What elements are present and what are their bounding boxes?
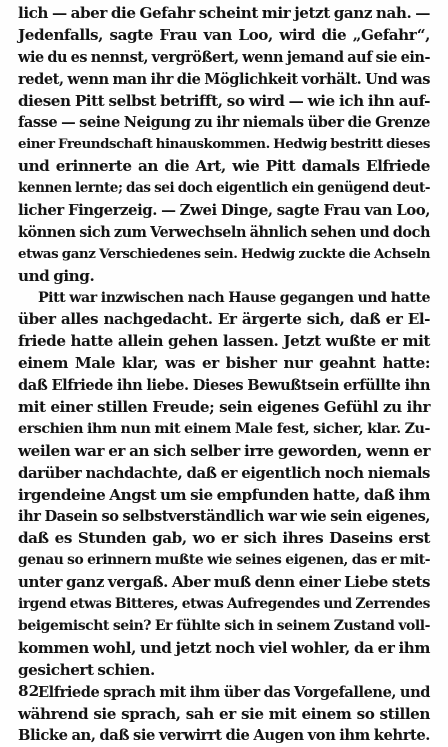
text-line: erschien ihm nun mit einem Male fest, sicher, klar. Zu- [18, 420, 430, 437]
text-line: und ging. [18, 266, 95, 285]
text-line: Jedenfalls, sagte Frau van Loo, wird die „Gefahr“, [18, 25, 430, 44]
text-line: fasse — seine Neigung zu ihr niemals über die Grenze [18, 114, 430, 132]
text-line: können sich zum Verwechseln ähnlich sehen und doch [18, 223, 430, 241]
text-line: während sie sprach, sah er sie mit einem so stillen [18, 704, 430, 723]
text-line: Elfriede sprach mit ihm über das Vorgefallene, und [38, 683, 430, 701]
text-line: gesichert schien. [18, 660, 155, 679]
text-line: kennen lernte; das sei doch eigentlich ein genügend deut- [18, 180, 430, 197]
page-number: 82 [18, 682, 40, 700]
text-line: und erinnerte an die Art, wie Pitt damals Elfriede [18, 157, 430, 176]
text-line: genau so erinnern mußte wie seines eigenen, das er mit- [18, 552, 430, 569]
text-line: daß Elfriede ihn liebe. Dieses Bewußtsein erfüllte ihn [18, 377, 430, 395]
text-line: ihr Dasein so selbstverständlich war wie sein eigenes, [18, 508, 430, 526]
text-line: über alles nachgedacht. Er ärgerte sich, daß er El- [18, 310, 430, 329]
text-line: einer Freundschaft hinauskommen. Hedwig bestritt dieses [18, 136, 430, 153]
text-line: friede hatte allein gehen lassen. Jetzt wußte er mit [18, 332, 430, 351]
text-line: wie du es nennst, vergrößert, wenn jemand auf sie ein- [18, 48, 430, 66]
text-line: kommen wohl, und jetzt noch viel wohler, da er ihm [18, 638, 430, 657]
text-line: mit einer stillen Freude; sein eigenes Gefühl zu ihr [18, 398, 430, 417]
text-line: weilen war er an sich selber irre geworden, wenn er [18, 441, 430, 460]
text-line: irgend etwas Bitteres, etwas Aufregendes und Zerrendes [18, 596, 430, 613]
body-text [18, 3, 430, 747]
text-line: licher Fingerzeig. — Zwei Dinge, sagte Frau van Loo, [18, 201, 430, 220]
text-line: darüber nachdachte, daß er eigentlich noch niemals [18, 463, 430, 482]
text-line: irgendeine Angst um sie empfunden hatte, daß ihm [18, 485, 430, 504]
text-line: beigemischt sein? Er fühlte sich in seinem Zustand voll- [18, 617, 430, 634]
text-line: Blicke an, daß sie verwirrt die Augen von ihm kehrte. [18, 727, 430, 745]
text-line: diesen Pitt selbst betrifft, so wird — wie ich ihn auf- [18, 91, 430, 110]
text-line: unter ganz vergaß. Aber muß denn einer Liebe stets [18, 573, 430, 592]
text-line: etwas ganz Verschiedenes sein. Hedwig zuckte die Achseln [18, 245, 430, 262]
text-line: Pitt war inzwischen nach Hause gegangen und hatte [38, 289, 430, 306]
text-line: redet, wenn man ihr die Möglichkeit vorhält. Und was [18, 70, 430, 88]
text-line: einem Male klar, was er bisher nur geahnt hatte: [18, 354, 430, 373]
text-line: daß es Stunden gab, wo er sich ihres Daseins erst [18, 529, 430, 548]
text-line: lich — aber die Gefahr scheint mir jetzt ganz nah. — [18, 4, 430, 22]
